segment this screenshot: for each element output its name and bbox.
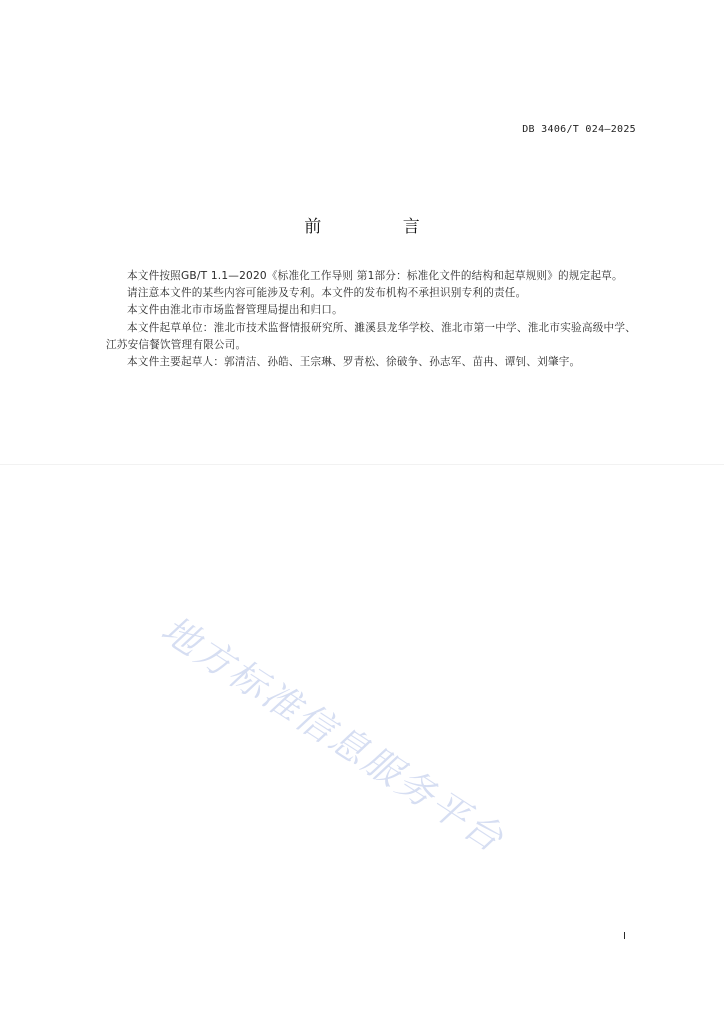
page-title: 前 言	[304, 217, 458, 237]
paragraph-drafting-rules: 本文件按照GB/T 1.1—2020《标准化工作导则 第1部分：标准化文件的结构和起草规则》的规定起草。	[127, 270, 623, 282]
page-divider	[0, 464, 724, 465]
document-code: DB 3406/T 024—2025	[522, 124, 636, 135]
page-number: I	[623, 931, 626, 942]
paragraph-drafting-units: 本文件起草单位：淮北市技术监督情报研究所、濉溪县龙华学校、淮北市第一中学、淮北市实验高级中学、江苏安信餐饮管理有限公司。	[106, 321, 636, 351]
watermark: 地方标准信息服务平台	[153, 607, 513, 862]
paragraph-drafters: 本文件主要起草人：郭清洁、孙皓、王宗琳、罗青松、徐破争、孙志军、苗冉、谭钊、刘肇宇。	[127, 356, 581, 369]
paragraph-patent-notice: 请注意本文件的某些内容可能涉及专利。本文件的发布机构不承担识别专利的责任。	[127, 287, 527, 300]
paragraph-proposer: 本文件由淮北市市场监督管理局提出和归口。	[127, 304, 343, 317]
foreword-body	[106, 268, 636, 371]
